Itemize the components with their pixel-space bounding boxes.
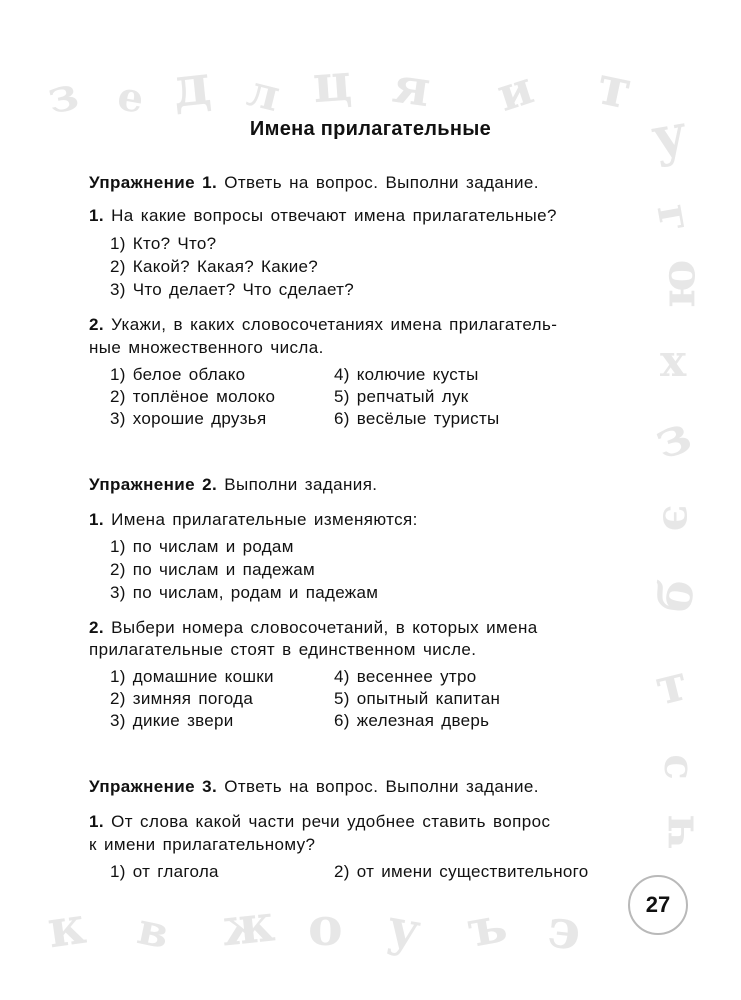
- decor-letter: г: [646, 200, 702, 236]
- answer-option: 5) опытный капитан: [334, 689, 501, 708]
- decor-letter: л: [242, 65, 285, 123]
- exercise-3-question-1: [89, 812, 550, 832]
- decor-letter: т: [591, 52, 638, 122]
- question-text: На какие вопросы отвечают имена прилагательные?: [111, 206, 557, 225]
- answer-option: 2) от имени существительного: [334, 862, 589, 881]
- decor-letter: э: [652, 504, 704, 532]
- answer-option: 1) домашние кошки: [110, 667, 274, 686]
- exercise-2-heading: Упражнение 2.: [89, 475, 218, 494]
- decor-letter: с: [654, 754, 704, 780]
- answer-option: 6) железная дверь: [334, 711, 490, 730]
- exercise-1-instruction: Ответь на вопрос. Выполни задание.: [224, 173, 539, 192]
- decor-letter: я: [389, 54, 434, 119]
- question-number: 1.: [89, 510, 104, 529]
- answer-option: 1) по числам и родам: [110, 537, 294, 556]
- decor-letter: у: [646, 100, 692, 170]
- decor-letter: у: [383, 896, 425, 961]
- question-number: 2.: [89, 315, 104, 334]
- answer-option: 1) Кто? Что?: [110, 234, 217, 253]
- answer-option: 2) Какой? Какая? Какие?: [110, 257, 319, 276]
- page-number: 27: [628, 875, 688, 935]
- page-title: Имена прилагательные: [249, 118, 492, 140]
- decor-letter: б: [645, 575, 707, 617]
- answer-option: 2) топлёное молоко: [110, 387, 276, 406]
- question-text: Укажи, в каких словосочетаниях имена прилагатель-: [111, 315, 558, 334]
- exercise-1-question-2: [89, 315, 557, 335]
- exercise-2-question-1: [89, 510, 418, 530]
- decor-letter: т: [649, 652, 694, 717]
- question-number: 1.: [89, 812, 104, 831]
- answer-option: 2) зимняя погода: [110, 689, 254, 708]
- decor-letter: з: [42, 65, 83, 125]
- decor-letter: з: [646, 403, 699, 472]
- exercise-2-question-2: [89, 618, 538, 638]
- decor-letter: е: [114, 72, 148, 123]
- exercise-1-header: [89, 173, 539, 193]
- exercise-3-heading: Упражнение 3.: [89, 777, 218, 796]
- exercise-1-question-1: [89, 206, 557, 226]
- answer-option: 4) колючие кусты: [334, 365, 479, 384]
- answer-option: 5) репчатый лук: [334, 387, 469, 406]
- question-text-continued: к имени прилагательному?: [89, 835, 316, 854]
- answer-option: 6) весёлые туристы: [334, 409, 500, 428]
- exercise-3-header: [89, 777, 539, 797]
- answer-option: 3) дикие звери: [110, 711, 234, 730]
- answer-option: 3) по числам, родам и падежам: [110, 583, 379, 602]
- decor-letter: х: [660, 336, 687, 387]
- question-text: Выбери номера словосочетаний, в которых имена: [111, 618, 538, 637]
- exercise-2-instruction: Выполни задания.: [224, 475, 378, 494]
- question-text-continued: ные множественного числа.: [89, 338, 324, 357]
- decor-letter: в: [133, 903, 174, 960]
- question-number: 2.: [89, 618, 104, 637]
- decor-letter: о: [308, 897, 343, 958]
- decor-letter: д: [169, 51, 214, 121]
- answer-option: 1) белое облако: [110, 365, 246, 384]
- exercise-3-instruction: Ответь на вопрос. Выполни задание.: [224, 777, 539, 796]
- answer-option: 1) от глагола: [110, 862, 219, 881]
- answer-option: 3) Что делает? Что сделает?: [110, 280, 354, 299]
- answer-option: 3) хорошие друзья: [110, 409, 267, 428]
- decor-letter: ж: [218, 892, 278, 959]
- answer-option: 4) весеннее утро: [334, 667, 477, 686]
- question-text: От слова какой части речи удобнее ставить вопрос: [111, 812, 551, 831]
- decor-letter: э: [544, 895, 585, 963]
- exercise-2-header: [89, 475, 377, 495]
- answer-option: 2) по числам и падежам: [110, 560, 316, 579]
- question-number: 1.: [89, 206, 104, 225]
- decor-letter: и: [490, 60, 540, 122]
- decor-letter: к: [43, 894, 90, 961]
- decor-letter: ъ: [463, 894, 512, 959]
- decor-letter: ч: [649, 814, 706, 850]
- question-text: Имена прилагательные изменяются:: [111, 510, 418, 529]
- decor-letter: ю: [650, 259, 707, 309]
- question-text-continued: прилагательные стоят в единственном числе.: [89, 640, 477, 659]
- exercise-1-heading: Упражнение 1.: [89, 173, 218, 192]
- decor-letter: ц: [310, 51, 354, 116]
